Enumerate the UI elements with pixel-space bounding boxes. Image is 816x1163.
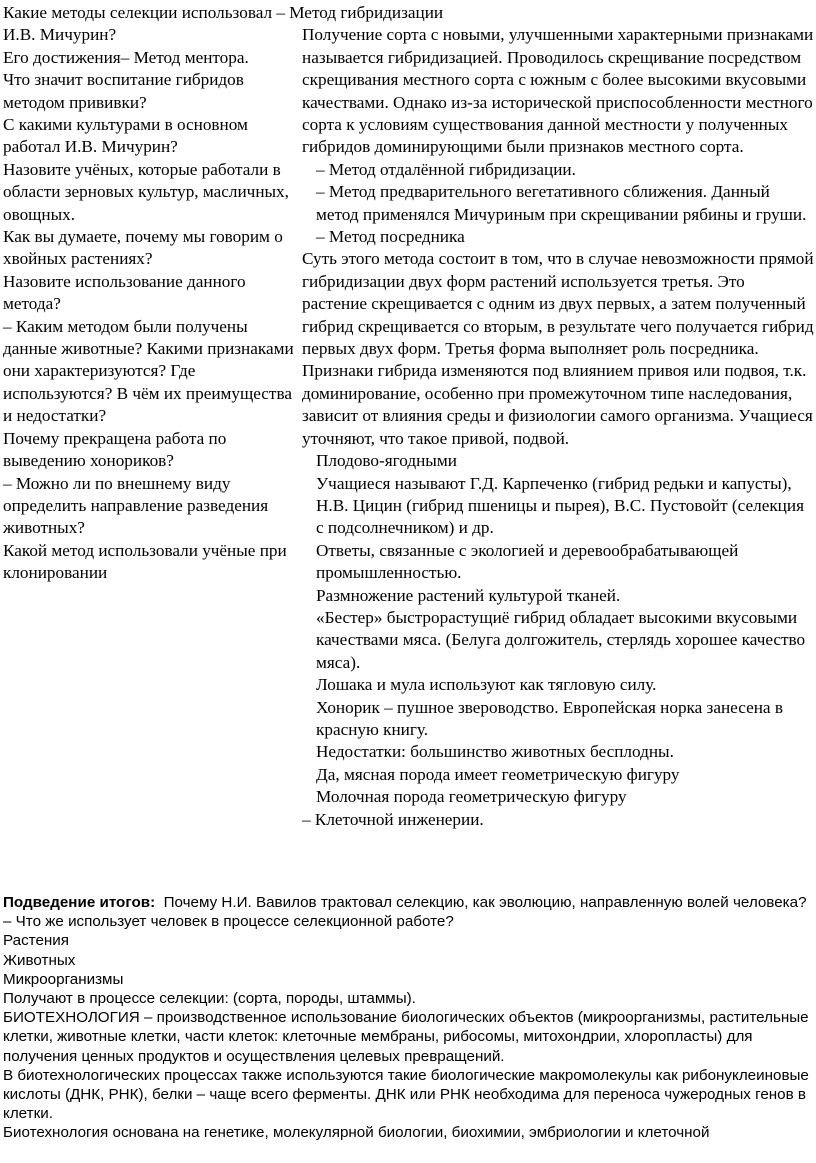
question-1: Его достижения– Метод ментора.: [3, 47, 249, 67]
answer-3: – Метод посредника: [316, 227, 465, 247]
answer-4: Суть этого метода состоит в том, что в случае невозможности прямой гибридизации двух форм растений используется третья. Это растение скрещивается с одним из двух первых, а затем полученный гибрид скрещивается со вторым, в результате чего получается гибрид первых двух форм. Третья форма выполняет роль посредника.: [302, 249, 814, 359]
answer-9: Размножение растений культурой тканей.: [316, 585, 621, 605]
summary-line-5: БИОТЕХНОЛОГИЯ – производственное использование биологических объектов (микроорганизмы, растительные клетки, животные клетки, части клеток: клеточные мембраны, рибосомы, митохондрии, хлоропласты) для получения ценных продуктов и осуществления целевых превращений.: [3, 1009, 809, 1065]
answer-13: Недостатки: большинство животных бесплодны.: [316, 742, 674, 762]
answer-2: – Метод предварительного вегетативного сближения. Данный метод применялся Мичуриным при скрещивании рябины и груши.: [316, 182, 807, 224]
answer-5: Признаки гибрида изменяются под влиянием привоя или подвоя, т.к. доминирование, особенно при промежуточном типе наследования, зависит от влияния среды и физиологии самого организма. Учащиеся уточняют, что такое привой, подвой.: [302, 361, 813, 448]
questions-column: [3, 24, 301, 584]
answer-7: Учащиеся называют Г.Д. Карпеченко (гибрид редьки и капусты), Н.В. Цицин (гибрид пшеницы и пырея), В.С. Пустовойт (селекция с подсолнечником) и др.: [316, 473, 804, 538]
question-4: Назовите учёных, которые работали в области зерновых культур, масличных, овощных.: [3, 159, 289, 224]
summary-line-1: Растения: [3, 932, 69, 950]
summary-line-6: В биотехнологических процессах также используются такие биологические макромолекулы как рибонуклеиновые кислоты (ДНК, РНК), белки – чаще всего ферменты. ДНК или РНК необходима для переноса чужеродных генов в клетки.: [3, 1066, 809, 1123]
answer-1: – Метод отдалённой гибридизации.: [316, 159, 576, 179]
question-7: – Каким методом были получены данные животные? Какими признаками они характеризуются? Где используются? В чём их преимущества и недостатки?: [3, 316, 294, 426]
summary-line-0: – Что же использует человек в процессе селекционной работе?: [3, 913, 454, 931]
question-9: – Можно ли по внешнему виду определить направление разведения животных?: [3, 473, 269, 538]
answer-11: Лошака и мула используют как тягловую силу.: [316, 675, 657, 695]
question-6: Назовите использование данного метода?: [3, 271, 246, 314]
summary-question-line: [3, 893, 813, 912]
question-8: Почему прекращена работа по выведению хонориков?: [3, 428, 227, 471]
answer-14: Да, мясная порода имеет геометрическую фигуру: [316, 764, 680, 784]
answer-0: Получение сорта с новыми, улучшенными характерными признаками называется гибридизацией. Проводилось скрещивание посредством скрещивания местного сорта с южным с более высокими вкусовыми качествами. Однако из-за исторической приспособленности местного сорта к условиям существования данной местности у полученных гибридов доминирующими были признаков местного сорта.: [302, 25, 814, 157]
summary-section: [3, 893, 813, 1143]
summary-question: Почему Н.И. Вавилов трактовал селекцию, как эволюцию, направленную волей человека?: [163, 894, 807, 911]
answer-8: Ответы, связанные с экологией и деревообрабатывающей промышленностью.: [316, 540, 739, 583]
answer-12: Хонорик – пушное звероводство. Европейская норка занесена в красную книгу.: [316, 697, 783, 739]
question-3: С какими культурами в основном работал И.В. Мичурин?: [3, 115, 248, 157]
answer-15: Молочная порода геометрическую фигуру: [316, 787, 627, 807]
summary-line-4: Получают в процессе селекции: (сорта, породы, штаммы).: [3, 990, 416, 1008]
answers-column: [302, 24, 814, 831]
question-5: Как вы думаете, почему мы говорим о хвойных растениях?: [3, 227, 283, 269]
summary-heading: Подведение итогов:: [3, 894, 156, 911]
question-2: Что значит воспитание гибридов методом прививки?: [3, 70, 244, 112]
table-first-row: Какие методы селекции использовал – Метод гибридизации: [3, 3, 444, 22]
answer-16: – Клеточной инженерии.: [302, 809, 484, 829]
summary-line-3: Микроорганизмы: [3, 970, 124, 988]
answer-6: Плодово-ягодными: [316, 451, 457, 471]
answer-10: «Бестер» быстрорастущиё гибрид обладает высокими вкусовыми качествами мяса. (Белуга долгожитель, стерлядь хорошее качество мяса).: [316, 607, 806, 672]
summary-line-7: Биотехнология основана на генетике, молекулярной биологии, биохимии, эмбриологии и клеточной: [3, 1124, 710, 1142]
question-10: Какой метод использовали учёные при клонировании: [3, 540, 287, 583]
summary-line-2: Животных: [3, 951, 76, 969]
question-0: И.В. Мичурин?: [3, 25, 117, 45]
